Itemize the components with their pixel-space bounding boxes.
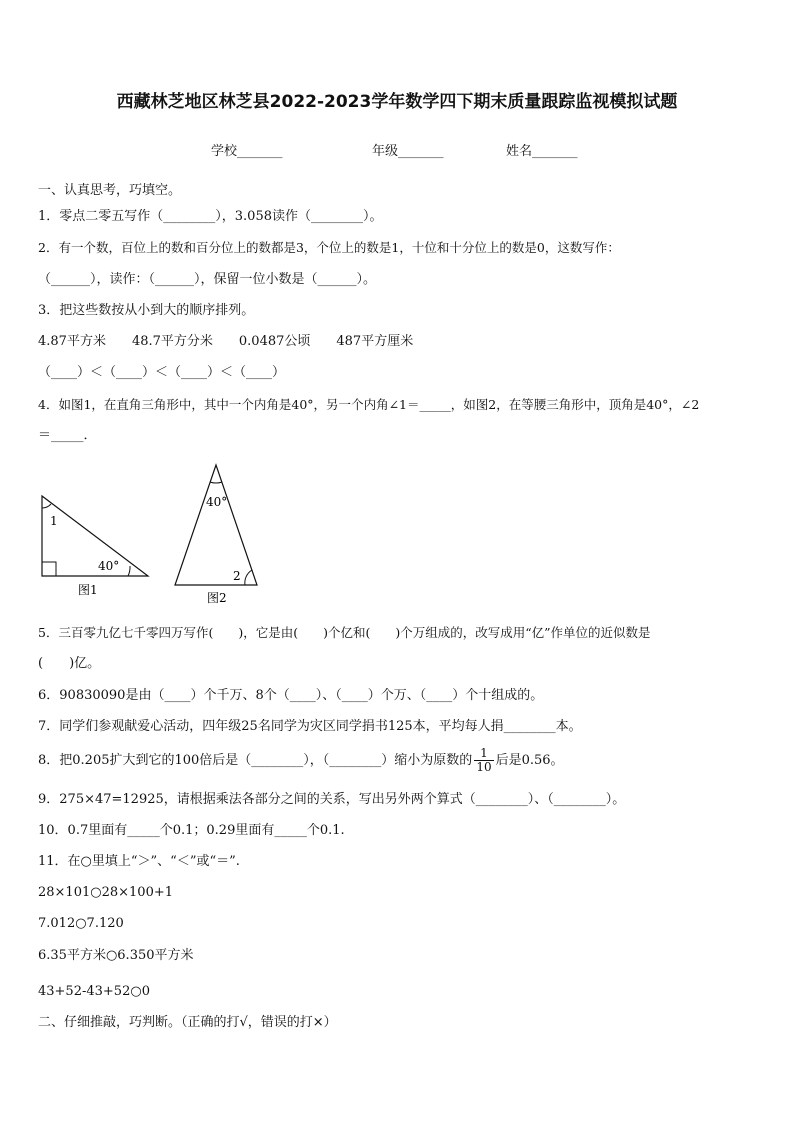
school-field: 学校_______ [211, 144, 283, 159]
question-1: 1．零点二零五写作（________），3.058读作（________）。 [38, 209, 383, 224]
question-11: 11．在○里填上“＞”、“＜”或“＝”. [38, 854, 240, 869]
question-2-line-1: 2．有一个数，百位上的数和百分位上的数都是3，个位上的数是1，十位和十分位上的数是0，这数写作： [38, 240, 620, 255]
question-7: 7．同学们参观献爱心活动，四年级25名同学为灾区同学捐书125本，平均每人捐________本。 [38, 719, 582, 734]
figure-1-right-triangle [36, 490, 156, 600]
question-3-items: 4.87平方米 48.7平方分米 0.0487公顷 487平方厘米 [38, 334, 414, 349]
angle-40-label-fig1: 40° [98, 559, 120, 573]
fraction-numerator: 1 [474, 747, 493, 761]
fraction-one-tenth [474, 747, 493, 774]
angle-40-label-fig2: 40° [206, 495, 228, 509]
question-2-line-2: （______），读作：（______），保留一位小数是（______）。 [38, 272, 377, 287]
angle-1-label: 1 [50, 514, 58, 528]
question-11-item: 6.35平方米○6.350平方米 [38, 948, 194, 963]
question-6: 6．90830090是由（____）个千万、8个（____）、（____）个万、（____）个十组成的。 [38, 688, 544, 703]
figure-2-isosceles-triangle [170, 460, 265, 608]
question-4-line-2: ＝_____． [38, 428, 97, 443]
question-8 [38, 746, 564, 776]
question-8-text-before: 8．把0.205扩大到它的100倍后是（________），（________）缩小为原数的 [38, 753, 473, 768]
section-2-heading: 二、仔细推敲，巧判断。（正确的打√，错误的打×） [38, 1015, 337, 1030]
question-3-order: （____）＜（____）＜（____）＜（____） [38, 365, 286, 380]
question-4-line-1: 4．如图1，在直角三角形中，其中一个内角是40°，另一个内角∠1＝_____，如图2，在等腰三角形中，顶角是40°，∠2 [38, 397, 700, 412]
figure-1-caption: 图1 [78, 583, 98, 597]
figure-2-caption: 图2 [207, 591, 227, 605]
question-8-text-after: 后是0.56。 [495, 753, 564, 768]
question-5-line-2: ( )亿。 [38, 656, 101, 671]
fraction-denominator: 10 [476, 760, 492, 774]
question-9: 9．275×47=12925，请根据乘法各部分之间的关系，写出另外两个算式（________）、（________）。 [38, 792, 626, 807]
question-3: 3．把这些数按从小到大的顺序排列。 [38, 303, 255, 318]
name-field: 姓名_______ [506, 144, 578, 159]
question-5-line-1: 5．三百零九亿七千零四万写作( )，它是由( )个亿和( )个万组成的，改写成用“亿”作单位的近似数是 [38, 625, 651, 640]
angle-2-label: 2 [233, 569, 241, 583]
grade-field: 年级_______ [372, 144, 444, 159]
page-title: 西藏林芝地区林芝县2022-2023学年数学四下期末质量跟踪监视模拟试题 [116, 92, 678, 112]
question-11-item: 28×101○28×100+1 [38, 885, 174, 900]
section-1-heading: 一、认真思考，巧填空。 [38, 183, 182, 198]
question-11-item: 43+52-43+52○0 [38, 984, 150, 999]
question-10: 10．0.7里面有_____个0.1；0.29里面有_____个0.1. [38, 823, 345, 838]
question-11-item: 7.012○7.120 [38, 916, 124, 931]
